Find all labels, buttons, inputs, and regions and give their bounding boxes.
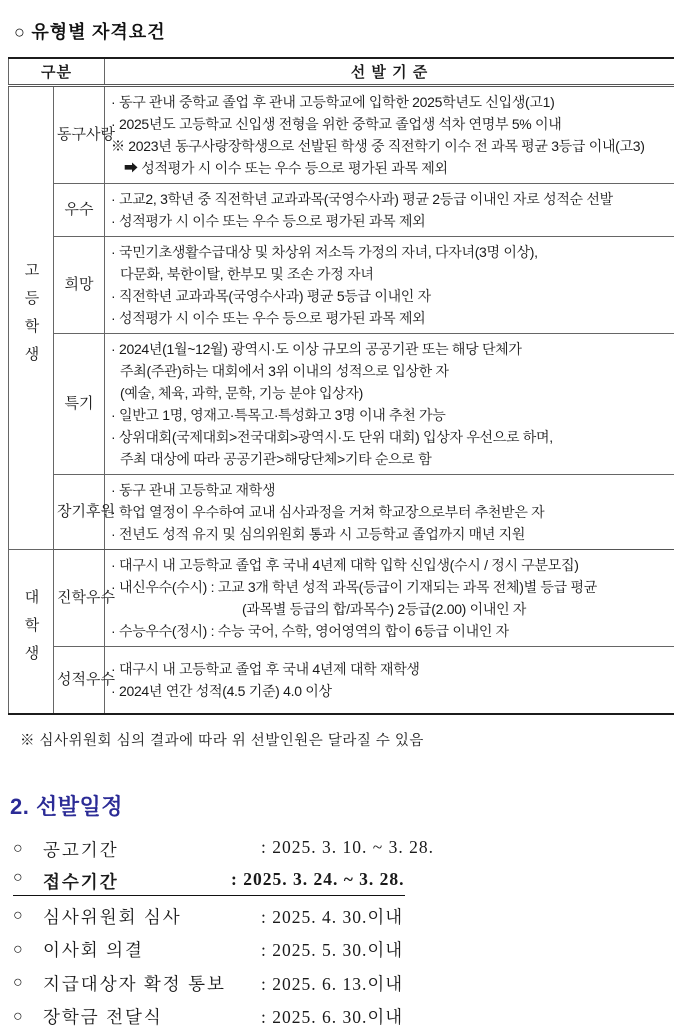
criteria-line: 주최 대상에 따라 공공기관>해당단체>기타 순으로 함 (120, 450, 432, 467)
criteria-line: 다문화, 북한이탈, 한부모 및 조손 가정 자녀 (120, 265, 374, 282)
qualifications-heading: ○ 유형별 자격요건 (14, 22, 166, 42)
criteria-cell (105, 646, 674, 714)
circle-bullet-icon: ○ (13, 907, 24, 925)
subtype-label: 특기 (54, 333, 105, 474)
criteria-line: · 동구 관내 중학교 졸업 후 관내 고등학교에 입학한 2025학년도 신입생(고1) (111, 93, 555, 110)
table-row (9, 85, 675, 183)
schedule-label: 접수기간 (43, 872, 119, 893)
criteria-line: · 대구시 내 고등학교 졸업 후 국내 4년제 대학 입학 신입생(수시 / 정시 구분모집) (111, 556, 579, 573)
criteria-line: · 2025년도 고등학교 신입생 전형을 위한 중학교 졸업생 석차 연명부 5% 이내 (111, 115, 562, 132)
table-row (9, 549, 675, 646)
schedule-value: : 2025. 6. 30.이내 (261, 1007, 404, 1028)
header-category: 구분 (9, 58, 105, 85)
circle-bullet-icon: ○ (13, 940, 24, 958)
criteria-line: ➡ 성적평가 시 이수 또는 우수 등으로 평가된 과목 제외 (124, 159, 448, 176)
table-row (9, 183, 675, 236)
criteria-cell (105, 236, 674, 333)
criteria-line: · 2024년(1월~12월) 광역시·도 이상 규모의 공공기관 또는 해당 단체가 (111, 340, 522, 357)
criteria-table (8, 57, 674, 715)
schedule-item-application-period (13, 866, 682, 900)
criteria-line: · 학업 열정이 우수하여 교내 심사과정을 거쳐 학교장으로부터 추천받은 자 (111, 503, 545, 520)
criteria-line: · 내신우수(수시) : 고교 3개 학년 성적 과목(등급이 기재되는 과목 전체)별 등급 평균 (111, 578, 597, 595)
group-label-university: 대학생 (9, 549, 54, 714)
circle-bullet-icon: ○ (13, 974, 24, 992)
criteria-line: · 일반고 1명, 영재고·특목고·특성화고 3명 이내 추천 가능 (111, 406, 446, 423)
criteria-line: · 고교2, 3학년 중 직전학년 교과과목(국영수사과) 평균 2등급 이내인 자로 성적순 선발 (111, 190, 613, 207)
subtype-label: 동구사랑 (54, 85, 105, 183)
table-row (9, 646, 675, 714)
schedule-item-board-resolution (13, 933, 682, 967)
subtype-label: 진학우수 (54, 549, 105, 646)
schedule-value: : 2025. 3. 24. ~ 3. 28. (231, 869, 405, 890)
circle-bullet-icon: ○ (13, 869, 24, 887)
schedule-value: : 2025. 6. 13.이내 (261, 973, 404, 994)
criteria-line: · 상위대회(국제대회>전국대회>광역시·도 단위 대회) 입상자 우선으로 하며, (111, 428, 553, 445)
table-row (9, 236, 675, 333)
criteria-line: · 동구 관내 고등학교 재학생 (111, 481, 276, 498)
criteria-line: · 직전학년 교과과목(국영수사과) 평균 5등급 이내인 자 (111, 287, 431, 304)
schedule-label: 심사위원회 심사 (43, 906, 182, 927)
criteria-cell (105, 183, 674, 236)
criteria-line: · 국민기초생활수급대상 및 차상위 저소득 가정의 자녀, 다자녀(3명 이상), (111, 243, 538, 260)
criteria-line: · 2024년 연간 성적(4.5 기준) 4.0 이상 (111, 682, 332, 699)
circle-bullet-icon: ○ (13, 1007, 24, 1025)
header-criteria: 선 발 기 준 (105, 58, 674, 85)
schedule-section-title: 2. 선발일정 (10, 793, 123, 819)
schedule-item-recipient-notice (13, 967, 682, 1001)
schedule-label: 공고기간 (43, 839, 119, 860)
subtype-label: 장기후원 (54, 474, 105, 549)
criteria-line: · 성적평가 시 이수 또는 우수 등으로 평가된 과목 제외 (111, 212, 426, 229)
circle-bullet-icon: ○ (13, 840, 24, 858)
schedule-item-award-ceremony (13, 1000, 682, 1034)
criteria-line: (예술, 체육, 과학, 문학, 기능 분야 입상자) (120, 384, 363, 401)
group-label-highschool: 고등학생 (9, 85, 54, 549)
criteria-line: (과목별 등급의 합/과목수) 2등급(2.00) 이내인 자 (242, 600, 527, 617)
schedule-label: 장학금 전달식 (43, 1007, 163, 1028)
schedule-value: : 2025. 4. 30.이내 (261, 906, 404, 927)
schedule-value: : 2025. 5. 30.이내 (261, 940, 404, 961)
criteria-cell (105, 333, 674, 474)
subtype-label: 성적우수 (54, 646, 105, 714)
subtype-label: 희망 (54, 236, 105, 333)
schedule-list (13, 833, 682, 1034)
table-row (9, 474, 675, 549)
criteria-cell (105, 85, 674, 183)
schedule-item-announcement (13, 833, 682, 867)
table-header-row (9, 58, 675, 85)
table-footnote: ※ 심사위원회 심의 결과에 따라 위 선발인원은 달라질 수 있음 (20, 732, 424, 749)
criteria-line: · 수능우수(정시) : 수능 국어, 수학, 영어영역의 합이 6등급 이내인 자 (111, 622, 509, 639)
schedule-label: 이사회 의결 (43, 940, 144, 961)
criteria-cell (105, 474, 674, 549)
criteria-line: · 전년도 성적 유지 및 심의위원회 통과 시 고등학교 졸업까지 매년 지원 (111, 525, 526, 542)
schedule-value: : 2025. 3. 10. ~ 3. 28. (261, 836, 434, 857)
schedule-label: 지급대상자 확정 통보 (43, 973, 226, 994)
subtype-label: 우수 (54, 183, 105, 236)
criteria-cell (105, 549, 674, 646)
table-row (9, 333, 675, 474)
criteria-line: ※ 2023년 동구사랑장학생으로 선발된 학생 중 직전학기 이수 전 과목 평균 3등급 이내(고3) (111, 137, 645, 154)
schedule-item-committee-review (13, 900, 682, 934)
criteria-line: · 대구시 내 고등학교 졸업 후 국내 4년제 대학 재학생 (111, 660, 420, 677)
criteria-line: 주최(주관)하는 대회에서 3위 이내의 성적으로 입상한 자 (120, 362, 449, 379)
criteria-line: · 성적평가 시 이수 또는 우수 등으로 평가된 과목 제외 (111, 309, 426, 326)
